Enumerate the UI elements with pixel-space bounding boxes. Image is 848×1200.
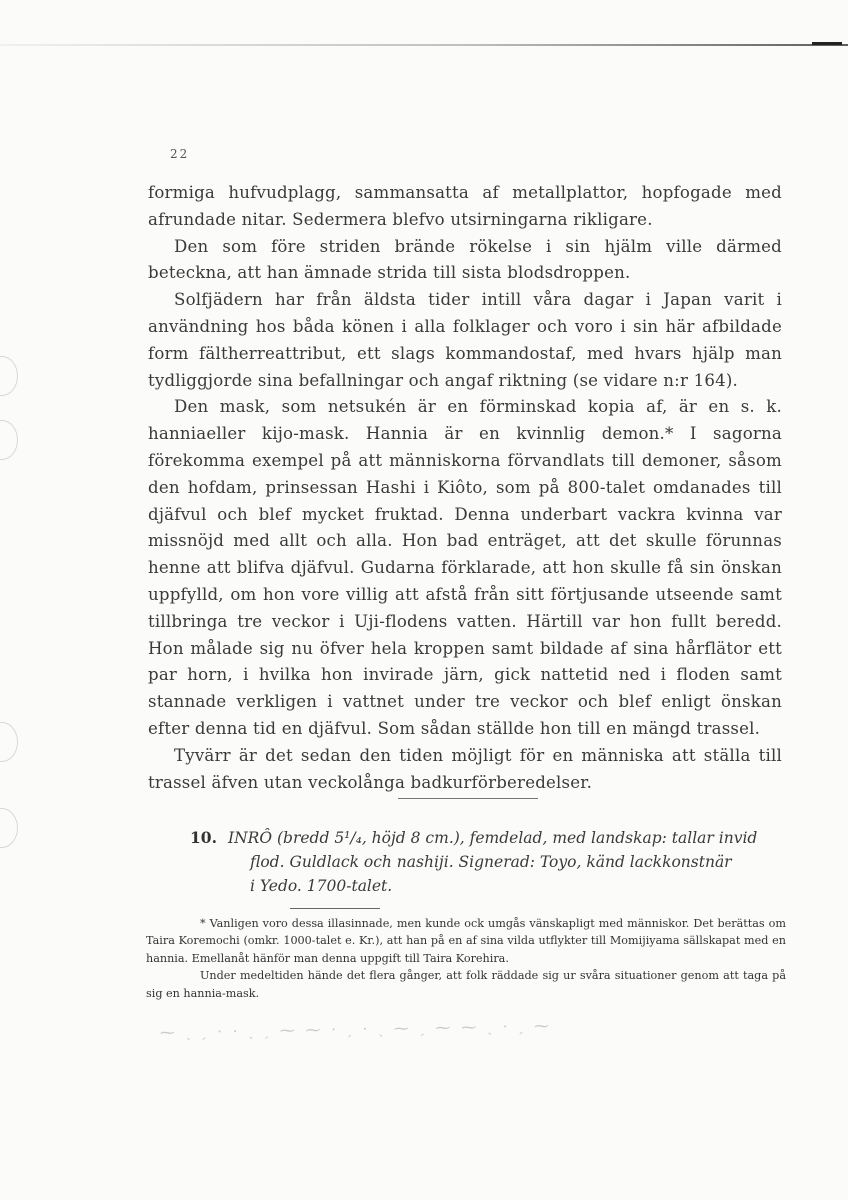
faint-pencil-annotation: ⁓ ˎ ˏ · · ˎ ˏ ⁓ ⁓ · ˏ · ˎ ⁓ ˏ ⁓ ⁓ ˎ · ˏ ⁓ (159, 1016, 553, 1042)
catalog-entry-number: 10. (190, 828, 217, 847)
top-edge-rule-end (812, 42, 842, 45)
binder-hole-mark (0, 356, 18, 396)
paragraph: Den mask, som netsukén är en förminskad kopia af, är en s. k. hanniaeller kijo-mask. Hannia är en kvinnlig demon.* I sagorna förekomma exempel på att människorna förvandlats till demoner, såsom den hofdam, prinsessan Hashi i Kiôto, som på 800-talet omdanades till djäfvul och blef mycket fruktad. Denna underbart vackra kvinna var missnöjd med allt och alla. Hon bad enträget, att det skulle förunnas henne att blifva djäfvul. Gudarna förklarade, att hon skulle få sin önskan uppfylld, om hon vore villig att afstå från sitt förtjusande utseende samt tillbringa tre veckor i Uji-flodens vatten. Härtill var hon fullt beredd. Hon målade sig nu öfver hela kroppen samt bildade af sina hårflätor ett par horn, i hvilka hon invirade järn, gick nattetid ned i floden samt stannade verkligen i vattnet under tre veckor och blef enligt önskan efter denna tid en djäfvul. Som sådan ställde hon till en mängd trassel. (148, 397, 782, 738)
binder-hole-mark (0, 808, 18, 848)
footnote: Under medeltiden hände det flera gånger, att folk räddade sig ur svåra situationer genom att taga på sig en hannia-mask. (146, 969, 786, 1000)
binder-hole-mark (0, 420, 18, 460)
catalog-entry-line: flod. Guldlack och nashiji. Signerad: Toyo, känd lackkonstnär (250, 853, 732, 871)
catalog-entry (190, 826, 790, 898)
footnotes (146, 915, 786, 1002)
page-number: 22 (170, 147, 190, 161)
paragraph: formiga hufvudplagg, sammansatta af metallplattor, hopfogade med afrundade nitar. Sedermera blefvo utsirningarna rikligare. (148, 183, 782, 229)
catalog-entry-description (228, 826, 790, 898)
section-divider (398, 798, 538, 799)
footnote-rule (290, 908, 380, 909)
paragraph: Tyvärr är det sedan den tiden möjligt för en människa att ställa till trassel äfven utan veckolånga badkurförberedelser. (148, 745, 782, 792)
footnote: * Vanligen voro dessa illasinnade, men kunde ock umgås vänskapligt med människor. Det berättas om Taira Koremochi (omkr. 1000-talet e. Kr.), att han på en af sina vilda utflykter till Momijiyama sällskapat med en hannia. Emellanåt hänför man denna uppgift till Taira Korehira. (146, 917, 786, 965)
binder-hole-mark (0, 722, 18, 762)
catalog-entry-line: i Yedo. 1700-talet. (250, 877, 393, 895)
paragraph: Solfjädern har från äldsta tider intill våra dagar i Japan varit i användning hos båda könen i alla folklager och voro i sin här afbildade form fältherreattribut, ett slags kommandostaf, med hvars hjälp man tydliggjorde sina befallningar och angaf riktning (se vidare n:r 164). (148, 290, 782, 390)
catalog-entry-line: INRÔ (bredd 5¹/₄, höjd 8 cm.), femdelad, med landskap: tallar invid (228, 829, 758, 847)
paragraph: Den som före striden brände rökelse i sin hjälm ville därmed beteckna, att han ämnade strida till sista blodsdroppen. (148, 236, 782, 283)
top-edge-rule (0, 44, 848, 46)
body-text (148, 180, 782, 796)
